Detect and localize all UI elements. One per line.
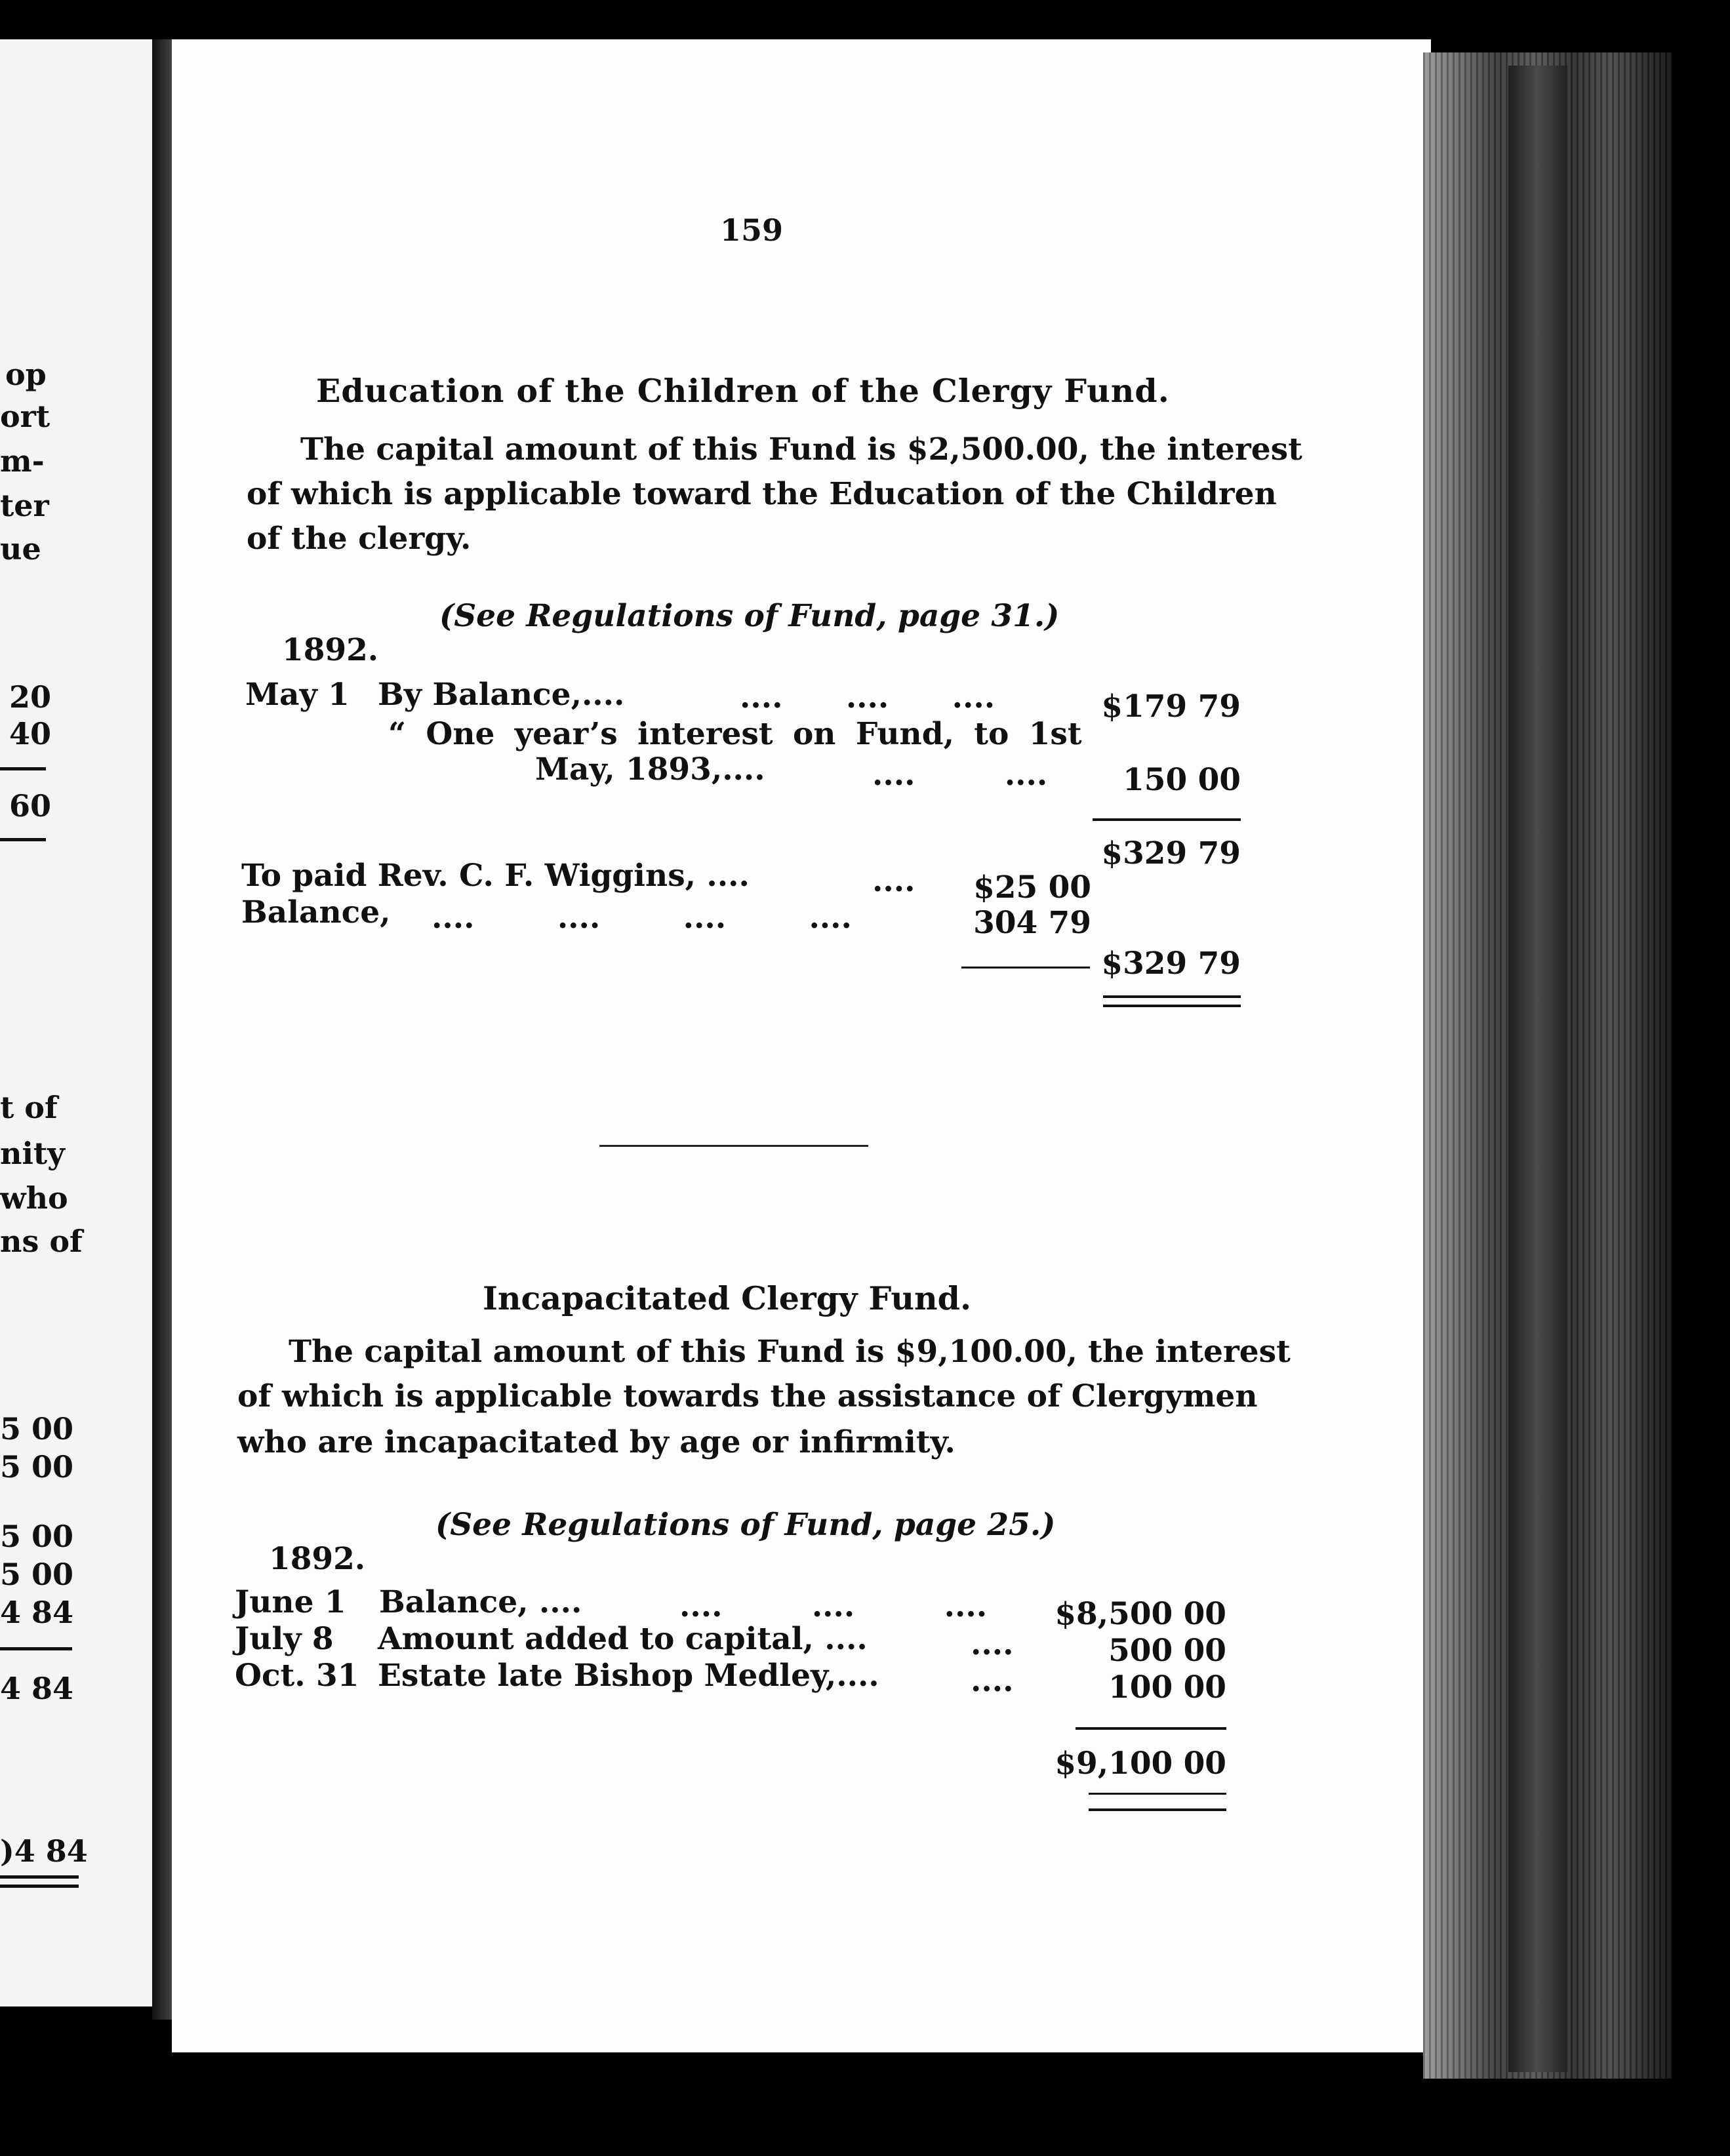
- ledger-label: Amount added to capital, ....: [378, 1621, 868, 1657]
- ledger-dots: ....: [971, 1663, 1014, 1699]
- ledger-date: Oct. 31: [235, 1658, 359, 1694]
- total-amount: $329 79: [1101, 946, 1241, 982]
- left-fragment: 40: [9, 716, 52, 751]
- ledger-label: Estate late Bishop Medley,....: [378, 1658, 879, 1694]
- left-fragment: 60: [9, 788, 52, 824]
- left-rule: [0, 1647, 72, 1650]
- paragraph-line: The capital amount of this Fund is $2,500.00, the interest: [300, 431, 1302, 468]
- section-title: Education of the Children of the Clergy Fund.: [316, 372, 1170, 410]
- ledger-year: 1892.: [282, 632, 379, 668]
- ledger-year: 1892.: [269, 1541, 366, 1577]
- left-fragment: ns of: [0, 1224, 83, 1259]
- ledger-amount: 100 00: [1108, 1669, 1226, 1706]
- left-fragment: t of: [0, 1090, 58, 1125]
- ledger-date: July 8: [235, 1621, 334, 1657]
- total-double-rule: [1103, 995, 1241, 998]
- page-number: 159: [720, 212, 784, 248]
- ledger-label: “ One year’s interest on Fund, to 1st: [388, 716, 1082, 752]
- total-double-rule: [1089, 1793, 1226, 1795]
- paragraph-line: of the clergy.: [247, 521, 472, 557]
- left-fragment: 20: [9, 679, 52, 715]
- regulations-note: (See Regulations of Fund, page 25.): [435, 1507, 1056, 1543]
- ledger-label: Balance,: [241, 894, 391, 930]
- left-rule: [0, 838, 46, 841]
- left-fragment: ort: [0, 399, 50, 434]
- left-fragment: 4 84: [0, 1671, 74, 1706]
- ledger-amount: $25 00: [973, 869, 1091, 906]
- section-title: Incapacitated Clergy Fund.: [483, 1279, 972, 1317]
- left-fragment: 5 00: [0, 1449, 74, 1485]
- paragraph-line: The capital amount of this Fund is $9,100.00, the interest: [289, 1334, 1291, 1370]
- ledger-amount: $8,500 00: [1055, 1596, 1226, 1632]
- left-fragment: 4 84: [0, 1595, 74, 1630]
- left-page: [0, 39, 155, 2006]
- paragraph-line: of which is applicable towards the assistance of Clergymen: [237, 1378, 1258, 1414]
- ledger-date: June 1: [235, 1584, 346, 1620]
- ledger-label: May, 1893,....: [535, 751, 765, 788]
- left-rule: [0, 1885, 79, 1888]
- total-amount: $9,100 00: [1055, 1746, 1226, 1782]
- regulations-note: (See Regulations of Fund, page 31.): [439, 598, 1060, 634]
- ledger-dots: .... .... .... ....: [432, 900, 852, 936]
- ledger-dots: .... ....: [872, 757, 1048, 793]
- total-double-rule: [1089, 1808, 1226, 1811]
- ledger-label: Balance, ....: [379, 1584, 582, 1620]
- left-rule: [0, 1875, 79, 1879]
- left-fragment: ue: [0, 531, 41, 567]
- left-fragment: nity: [0, 1136, 65, 1171]
- left-fragment: 5 00: [0, 1411, 74, 1447]
- subtotal-amount: $329 79: [1101, 835, 1241, 871]
- ledger-label: To paid Rev. C. F. Wiggins, ....: [241, 858, 750, 894]
- ledger-amount: $179 79: [1101, 689, 1241, 725]
- left-fragment: op: [5, 357, 47, 392]
- left-fragment: who: [0, 1180, 68, 1216]
- page-edge-band: [1508, 66, 1567, 2072]
- ledger-dots: .... .... ....: [740, 679, 996, 715]
- subtotal-rule: [1093, 818, 1241, 821]
- left-rule: [0, 767, 46, 770]
- left-fragment: ter: [0, 488, 49, 523]
- ledger-amount: 500 00: [1108, 1633, 1226, 1669]
- total-double-rule: [1103, 1005, 1241, 1007]
- left-fragment: 5 00: [0, 1519, 74, 1554]
- ledger-amount: 304 79: [973, 905, 1091, 941]
- main-page: [172, 39, 1431, 2052]
- ledger-dots: ....: [971, 1626, 1014, 1662]
- ledger-dots: ....: [872, 863, 915, 899]
- subtotal-rule: [1076, 1727, 1226, 1730]
- ledger-date: May 1: [245, 677, 350, 713]
- left-fragment: )4 84: [0, 1833, 88, 1869]
- section-separator: [599, 1145, 868, 1147]
- ledger-label: By Balance,....: [378, 677, 625, 713]
- ledger-dots: .... .... ....: [679, 1588, 988, 1624]
- paragraph-line: of which is applicable toward the Education of the Children: [247, 476, 1277, 512]
- paragraph-line: who are incapacitated by age or infirmity.: [237, 1424, 956, 1460]
- left-fragment: 5 00: [0, 1557, 74, 1592]
- ledger-amount: 150 00: [1123, 762, 1241, 798]
- left-fragment: m-: [0, 443, 45, 479]
